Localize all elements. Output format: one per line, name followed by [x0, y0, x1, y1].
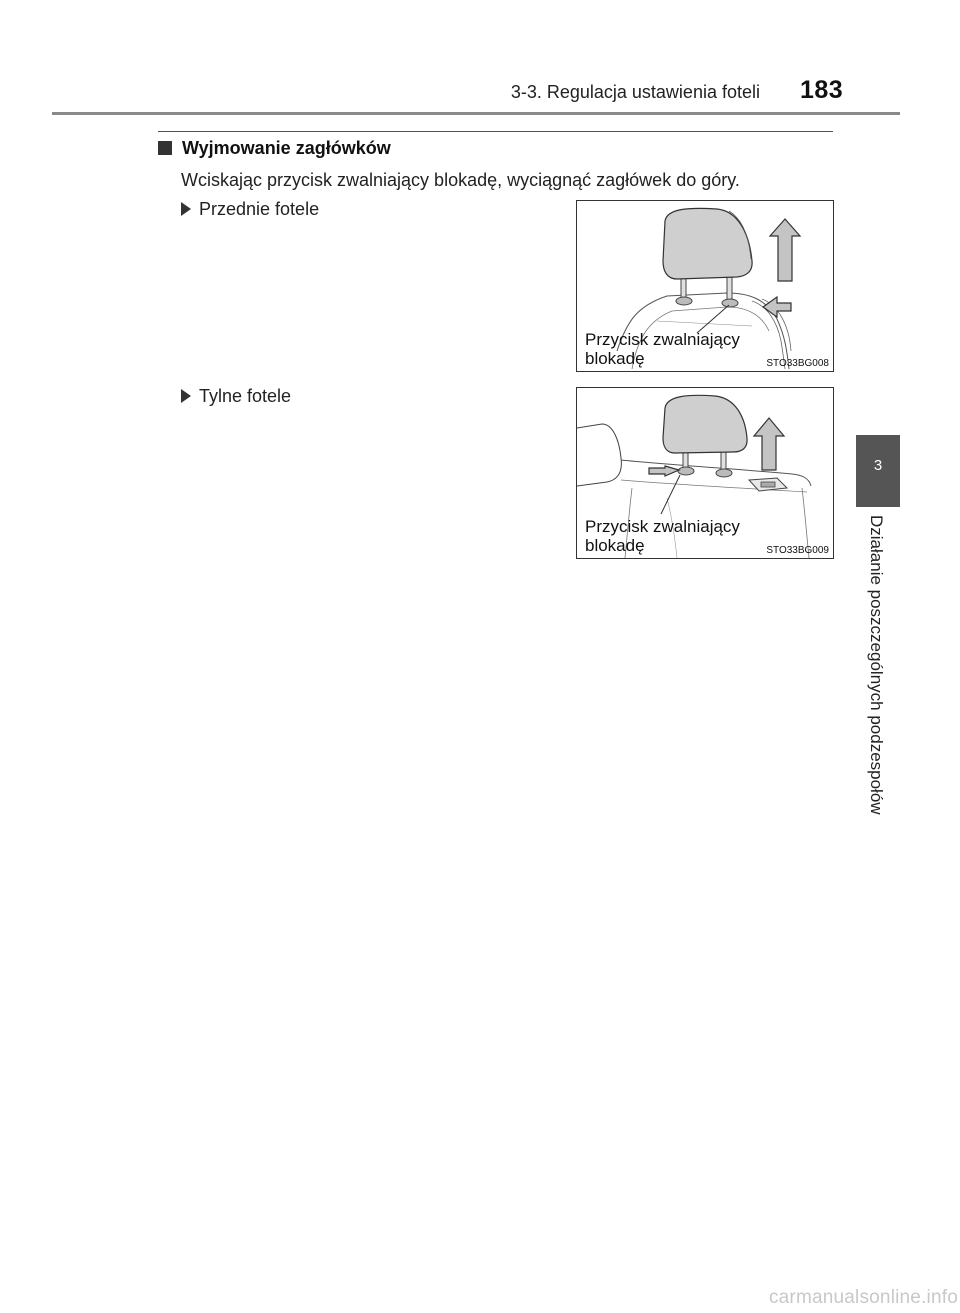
footer-watermark[interactable]: carmanualsonline.info — [768, 1287, 958, 1308]
section-heading-text: Wyjmowanie zagłówków — [182, 138, 391, 158]
triangle-bullet-icon — [181, 202, 191, 216]
figure-code: STO33BG008 — [766, 358, 829, 369]
header-section-title: 3-3. Regulacja ustawienia foteli — [510, 82, 760, 102]
instruction-text: Wciskając przycisk zwalniający blokadę, wyciągnąć zagłówek do góry. — [181, 170, 740, 190]
bullet-label: Przednie fotele — [199, 199, 320, 219]
bullet-label: Tylne fotele — [199, 386, 292, 406]
square-bullet-icon — [158, 141, 172, 155]
release-button-label-line2: blokadę — [585, 349, 645, 368]
triangle-bullet-icon — [181, 389, 191, 403]
bullet-front-seats — [181, 199, 319, 220]
page-number: 183 — [800, 76, 844, 104]
release-button-label — [585, 330, 765, 368]
front-headrest-illustration — [576, 200, 834, 372]
release-button-label-line2: blokadę — [585, 536, 645, 555]
section-heading — [158, 138, 391, 159]
release-button-label-line1: Przycisk zwalniający — [585, 517, 740, 536]
chapter-tab: 3 — [856, 435, 900, 507]
bullet-rear-seats — [181, 386, 291, 407]
content-divider — [158, 131, 833, 132]
release-button-label-line1: Przycisk zwalniający — [585, 330, 740, 349]
header-divider — [52, 112, 900, 115]
rear-headrest-illustration — [576, 387, 834, 559]
release-button-label — [585, 517, 765, 555]
chapter-title: Działanie poszczególnych podzespołów — [867, 515, 886, 815]
figure-code: STO33BG009 — [766, 545, 829, 556]
